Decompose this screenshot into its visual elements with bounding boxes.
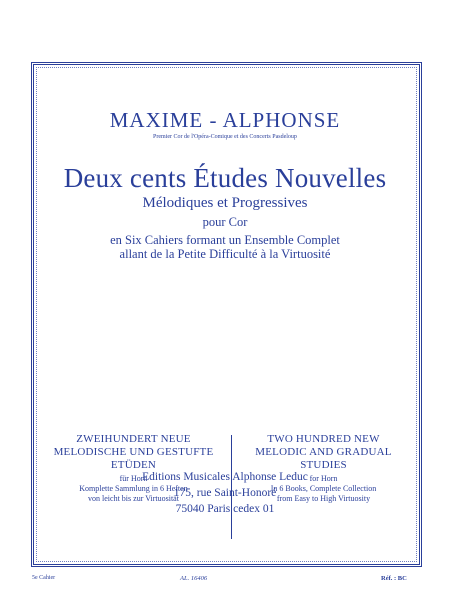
publisher-block — [0, 469, 450, 517]
description-french-line-2: allant de la Petite Difficulté à la Virtuosité — [119, 247, 331, 261]
english-title-line: STUDIES — [300, 459, 347, 471]
german-difficulty: von leicht bis zur Virtuosität — [88, 494, 179, 503]
english-collection: In 6 Books, Complete Collection — [270, 484, 377, 493]
instrument-french: pour Cor — [202, 215, 248, 229]
english-title-line: MELODIC AND GRADUAL — [255, 446, 392, 458]
german-title-line: ETÜDEN — [110, 459, 157, 471]
english-title-line: TWO HUNDRED NEW — [267, 433, 380, 445]
german-title-line: ZWEIHUNDERT NEUE — [76, 433, 191, 445]
reference-code: Réf. : BC — [381, 575, 407, 582]
publisher-city: 75040 Paris cedex 01 — [175, 503, 275, 515]
german-collection: Komplette Sammlung in 6 Heften — [79, 484, 188, 493]
german-title-line: MELODISCHE UND GESTUFTE — [53, 446, 214, 458]
work-subtitle: Mélodiques et Progressives — [142, 195, 308, 211]
english-instrument: for Horn — [309, 474, 338, 483]
publisher-street: 175, rue Saint-Honoré — [173, 487, 277, 499]
work-title: Deux cents Études Nouvelles — [63, 163, 387, 193]
description-french-line-1: en Six Cahiers formant un Ensemble Complet — [110, 233, 340, 247]
composer-name: MAXIME - ALPHONSE — [109, 108, 341, 132]
english-difficulty: from Easy to High Virtuosity — [276, 494, 371, 503]
german-instrument: für Horn — [119, 474, 148, 483]
volume-label: 5e Cahier — [32, 575, 56, 581]
catalog-number: AL. 16406 — [180, 575, 208, 582]
composer-subtitle: Premier Cor de l'Opéra-Comique et des Concerts Pasdeloup — [153, 134, 297, 140]
publisher-name: Editions Musicales Alphonse Leduc — [142, 471, 308, 483]
